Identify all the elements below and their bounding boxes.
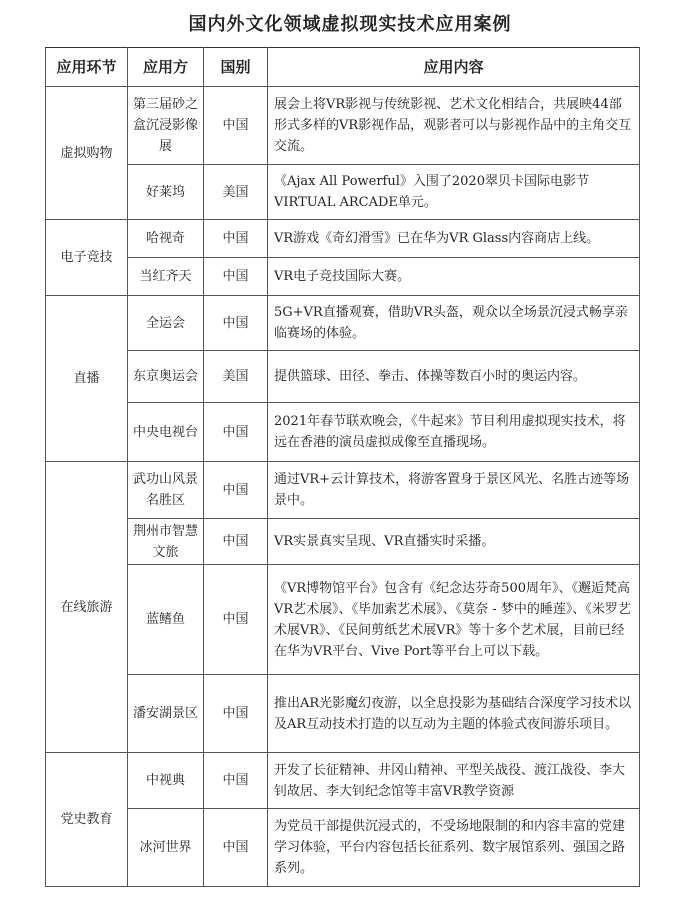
party-cell: 武功山风景名胜区 bbox=[128, 462, 204, 519]
country-cell: 美国 bbox=[204, 351, 268, 403]
stage-cell: 电子竞技 bbox=[46, 220, 128, 296]
table-row bbox=[46, 462, 640, 519]
content-cell: 开发了长征精神、井冈山精神、平型关战役、渡江战役、李大钊故居、李大钊纪念馆等丰富VR教学资源 bbox=[268, 753, 640, 809]
country-cell: 中国 bbox=[204, 753, 268, 809]
country-cell: 中国 bbox=[204, 258, 268, 296]
header-country: 国别 bbox=[204, 48, 268, 87]
document-title: 国内外文化领域虚拟现实技术应用案例 bbox=[188, 14, 512, 35]
country-cell: 中国 bbox=[204, 403, 268, 462]
party-cell: 冰河世界 bbox=[128, 809, 204, 887]
content-cell: 《VR博物馆平台》包含有《纪念达芬奇500周年》、《邂逅梵高VR艺术展》、《毕加索艺术展》、《莫奈 - 梦中的睡莲》、《米罗艺术展VR》、《民间剪纸艺术展VR》等十多个艺术展，目前已经在华为VR平台、Vive Port等平台上可以下载。 bbox=[268, 565, 640, 675]
table-row bbox=[46, 753, 640, 809]
party-cell: 蓝鳍鱼 bbox=[128, 565, 204, 675]
table-row bbox=[46, 519, 640, 565]
stage-cell: 党史教育 bbox=[46, 753, 128, 887]
party-cell: 哈视奇 bbox=[128, 220, 204, 258]
content-cell: 展会上将VR影视与传统影视、艺术文化相结合，共展映44部形式多样的VR影视作品，观影者可以与影视作品中的主角交互交流。 bbox=[268, 87, 640, 165]
party-cell: 好莱坞 bbox=[128, 165, 204, 220]
party-cell: 潘安湖景区 bbox=[128, 675, 204, 753]
country-cell: 美国 bbox=[204, 165, 268, 220]
header-row bbox=[46, 48, 640, 87]
content-cell: 为党员干部提供沉浸式的，不受场地限制的和内容丰富的党建学习体验，平台内容包括长征系列、数字展馆系列、强国之路系列。 bbox=[268, 809, 640, 887]
country-cell: 中国 bbox=[204, 462, 268, 519]
header-party: 应用方 bbox=[128, 48, 204, 87]
content-cell: VR电子竞技国际大赛。 bbox=[268, 258, 640, 296]
content-cell: 提供篮球、田径、拳击、体操等数百小时的奥运内容。 bbox=[268, 351, 640, 403]
country-cell: 中国 bbox=[204, 87, 268, 165]
party-cell: 荆州市智慧文旅 bbox=[128, 519, 204, 565]
content-cell: VR实景真实呈现、VR直播实时采播。 bbox=[268, 519, 640, 565]
content-cell: 推出AR光影魔幻夜游，以全息投影为基础结合深度学习技术以及AR互动技术打造的以互动为主题的体验式夜间游乐项目。 bbox=[268, 675, 640, 753]
table-row bbox=[46, 87, 640, 165]
content-cell: 2021年春节联欢晚会，《牛起来》节目利用虚拟现实技术，将远在香港的演员虚拟成像至直播现场。 bbox=[268, 403, 640, 462]
table-row bbox=[46, 403, 640, 462]
party-cell: 东京奥运会 bbox=[128, 351, 204, 403]
content-cell: 《Ajax All Powerful》入围了2020翠贝卡国际电影节VIRTUAL ARCADE单元。 bbox=[268, 165, 640, 220]
party-cell: 第三届砂之盒沉浸影像展 bbox=[128, 87, 204, 165]
table-row bbox=[46, 809, 640, 887]
party-cell: 全运会 bbox=[128, 296, 204, 351]
table-row bbox=[46, 165, 640, 220]
country-cell: 中国 bbox=[204, 296, 268, 351]
party-cell: 当红齐天 bbox=[128, 258, 204, 296]
country-cell: 中国 bbox=[204, 675, 268, 753]
table-row bbox=[46, 565, 640, 675]
table-row bbox=[46, 296, 640, 351]
stage-cell: 虚拟购物 bbox=[46, 87, 128, 220]
country-cell: 中国 bbox=[204, 809, 268, 887]
table-row bbox=[46, 220, 640, 258]
country-cell: 中国 bbox=[204, 519, 268, 565]
content-cell: 5G+VR直播观赛，借助VR头盔，观众以全场景沉浸式畅享亲临赛场的体验。 bbox=[268, 296, 640, 351]
party-cell: 中视典 bbox=[128, 753, 204, 809]
header-stage: 应用环节 bbox=[46, 48, 128, 87]
stage-cell: 在线旅游 bbox=[46, 462, 128, 753]
stage-cell: 直播 bbox=[46, 296, 128, 462]
case-table bbox=[45, 47, 640, 887]
table-row bbox=[46, 351, 640, 403]
table-row bbox=[46, 258, 640, 296]
country-cell: 中国 bbox=[204, 565, 268, 675]
content-cell: VR游戏《奇幻滑雪》已在华为VR Glass内容商店上线。 bbox=[268, 220, 640, 258]
country-cell: 中国 bbox=[204, 220, 268, 258]
table-row bbox=[46, 675, 640, 753]
content-cell: 通过VR+云计算技术，将游客置身于景区风光、名胜古迹等场景中。 bbox=[268, 462, 640, 519]
party-cell: 中央电视台 bbox=[128, 403, 204, 462]
header-content: 应用内容 bbox=[268, 48, 640, 87]
